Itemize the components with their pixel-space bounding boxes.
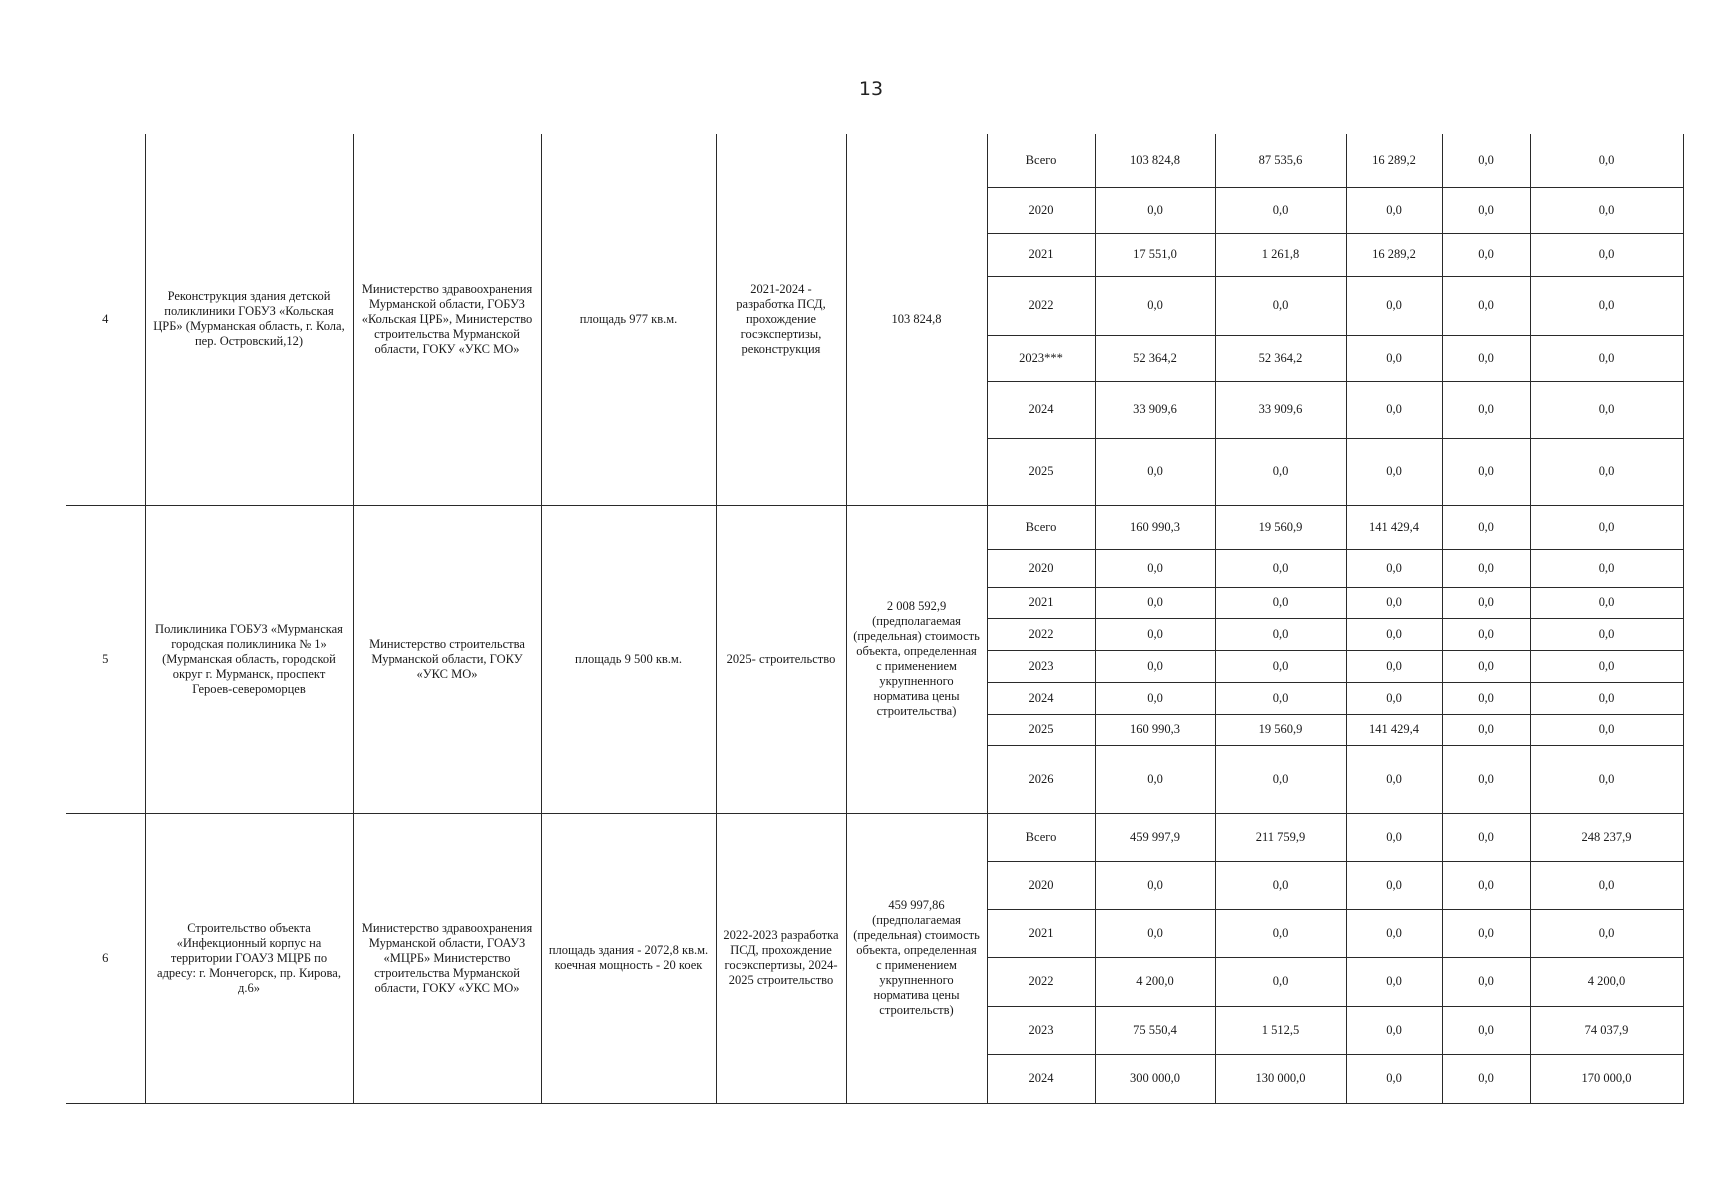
funding-source-3-cell: 0,0: [1442, 587, 1530, 618]
funding-source-4-cell: 74 037,9: [1530, 1006, 1683, 1054]
year-cell: Всего: [987, 505, 1095, 549]
object-number: 5: [66, 505, 145, 813]
year-cell: 2020: [987, 549, 1095, 587]
funding-source-2-cell: 0,0: [1346, 438, 1442, 505]
funding-source-2-cell: 16 289,2: [1346, 233, 1442, 276]
total-amount-cell: 52 364,2: [1095, 335, 1215, 381]
funding-source-3-cell: 0,0: [1442, 1006, 1530, 1054]
year-cell: Всего: [987, 813, 1095, 861]
funding-source-3-cell: 0,0: [1442, 335, 1530, 381]
funding-source-4-cell: 4 200,0: [1530, 957, 1683, 1006]
object-period: 2022-2023 разработка ПСД, прохождение госэкспертизы, 2024-2025 строительство: [716, 813, 846, 1103]
funding-source-4-cell: 0,0: [1530, 549, 1683, 587]
total-amount-cell: 459 997,9: [1095, 813, 1215, 861]
funding-source-4-cell: 0,0: [1530, 335, 1683, 381]
funding-source-3-cell: 0,0: [1442, 187, 1530, 233]
funding-source-2-cell: 0,0: [1346, 909, 1442, 957]
year-cell: 2021: [987, 233, 1095, 276]
table-row: [66, 134, 1683, 187]
funding-source-4-cell: 0,0: [1530, 587, 1683, 618]
funding-source-2-cell: 0,0: [1346, 587, 1442, 618]
funding-source-1-cell: 0,0: [1215, 587, 1346, 618]
funding-source-2-cell: 0,0: [1346, 276, 1442, 335]
funding-source-1-cell: 0,0: [1215, 618, 1346, 650]
funding-source-2-cell: 0,0: [1346, 1054, 1442, 1103]
year-cell: 2021: [987, 587, 1095, 618]
funding-source-4-cell: 0,0: [1530, 714, 1683, 745]
funding-source-2-cell: 0,0: [1346, 745, 1442, 813]
funding-source-2-cell: 0,0: [1346, 1006, 1442, 1054]
year-cell: 2022: [987, 618, 1095, 650]
funding-source-4-cell: 0,0: [1530, 745, 1683, 813]
year-cell: 2024: [987, 381, 1095, 438]
year-cell: 2024: [987, 682, 1095, 714]
object-period: 2025- строительство: [716, 505, 846, 813]
total-amount-cell: 0,0: [1095, 187, 1215, 233]
object-customer: Министерство строительства Мурманской области, ГОКУ «УКС МО»: [353, 505, 541, 813]
object-period: 2021-2024 - разработка ПСД, прохождение госэкспертизы, реконструкция: [716, 134, 846, 505]
funding-source-2-cell: 0,0: [1346, 549, 1442, 587]
funding-source-1-cell: 1 512,5: [1215, 1006, 1346, 1054]
total-amount-cell: 4 200,0: [1095, 957, 1215, 1006]
total-amount-cell: 160 990,3: [1095, 714, 1215, 745]
funding-source-2-cell: 16 289,2: [1346, 134, 1442, 187]
year-cell: 2022: [987, 957, 1095, 1006]
funding-source-3-cell: 0,0: [1442, 909, 1530, 957]
funding-source-3-cell: 0,0: [1442, 813, 1530, 861]
funding-source-4-cell: 0,0: [1530, 381, 1683, 438]
funding-source-4-cell: 0,0: [1530, 233, 1683, 276]
total-amount-cell: 103 824,8: [1095, 134, 1215, 187]
funding-source-1-cell: 0,0: [1215, 187, 1346, 233]
object-name: Поликлиника ГОБУЗ «Мурманская городская поликлиника № 1» (Мурманская область, городской округ г. Мурманск, проспект Героев-североморцев: [145, 505, 353, 813]
funding-source-1-cell: 0,0: [1215, 549, 1346, 587]
table-row: [66, 505, 1683, 549]
page-number: 13: [858, 78, 884, 100]
total-amount-cell: 160 990,3: [1095, 505, 1215, 549]
object-cost: 103 824,8: [846, 134, 987, 505]
funding-source-2-cell: 141 429,4: [1346, 714, 1442, 745]
funding-source-1-cell: 33 909,6: [1215, 381, 1346, 438]
funding-source-1-cell: 52 364,2: [1215, 335, 1346, 381]
funding-source-2-cell: 141 429,4: [1346, 505, 1442, 549]
funding-source-2-cell: 0,0: [1346, 618, 1442, 650]
funding-source-4-cell: 0,0: [1530, 682, 1683, 714]
funding-source-1-cell: 0,0: [1215, 438, 1346, 505]
year-cell: 2026: [987, 745, 1095, 813]
total-amount-cell: 0,0: [1095, 682, 1215, 714]
funding-source-1-cell: 0,0: [1215, 957, 1346, 1006]
funding-source-1-cell: 211 759,9: [1215, 813, 1346, 861]
year-cell: 2025: [987, 438, 1095, 505]
total-amount-cell: 0,0: [1095, 618, 1215, 650]
funding-source-3-cell: 0,0: [1442, 618, 1530, 650]
year-cell: Всего: [987, 134, 1095, 187]
funding-source-4-cell: 0,0: [1530, 650, 1683, 682]
funding-source-3-cell: 0,0: [1442, 745, 1530, 813]
funding-source-3-cell: 0,0: [1442, 861, 1530, 909]
funding-source-2-cell: 0,0: [1346, 381, 1442, 438]
year-cell: 2024: [987, 1054, 1095, 1103]
total-amount-cell: 0,0: [1095, 861, 1215, 909]
funding-source-1-cell: 1 261,8: [1215, 233, 1346, 276]
funding-source-4-cell: 170 000,0: [1530, 1054, 1683, 1103]
total-amount-cell: 0,0: [1095, 276, 1215, 335]
object-number: 6: [66, 813, 145, 1103]
year-cell: 2021: [987, 909, 1095, 957]
total-amount-cell: 300 000,0: [1095, 1054, 1215, 1103]
funding-source-4-cell: 0,0: [1530, 861, 1683, 909]
funding-source-1-cell: 0,0: [1215, 682, 1346, 714]
funding-source-2-cell: 0,0: [1346, 861, 1442, 909]
funding-source-2-cell: 0,0: [1346, 335, 1442, 381]
object-customer: Министерство здравоохранения Мурманской области, ГОБУЗ «Кольская ЦРБ», Министерство строительства Мурманской области, ГОКУ «УКС МО»: [353, 134, 541, 505]
funding-source-4-cell: 0,0: [1530, 909, 1683, 957]
funding-source-3-cell: 0,0: [1442, 134, 1530, 187]
object-customer: Министерство здравоохранения Мурманской области, ГОАУЗ «МЦРБ» Министерство строительства Мурманской области, ГОКУ «УКС МО»: [353, 813, 541, 1103]
total-amount-cell: 17 551,0: [1095, 233, 1215, 276]
funding-source-1-cell: 0,0: [1215, 650, 1346, 682]
investment-objects-table: [66, 134, 1684, 1104]
year-cell: 2023***: [987, 335, 1095, 381]
object-capacity: площадь 9 500 кв.м.: [541, 505, 716, 813]
funding-source-3-cell: 0,0: [1442, 276, 1530, 335]
funding-source-1-cell: 19 560,9: [1215, 714, 1346, 745]
year-cell: 2025: [987, 714, 1095, 745]
funding-source-1-cell: 0,0: [1215, 276, 1346, 335]
funding-source-3-cell: 0,0: [1442, 505, 1530, 549]
funding-source-1-cell: 87 535,6: [1215, 134, 1346, 187]
funding-source-3-cell: 0,0: [1442, 682, 1530, 714]
object-cost: 2 008 592,9 (предполагаемая (предельная) стоимость объекта, определенная с применением укрупненного норматива цены строительства): [846, 505, 987, 813]
year-cell: 2020: [987, 187, 1095, 233]
object-capacity: площадь здания - 2072,8 кв.м. коечная мощность - 20 коек: [541, 813, 716, 1103]
funding-source-3-cell: 0,0: [1442, 1054, 1530, 1103]
total-amount-cell: 0,0: [1095, 909, 1215, 957]
funding-source-2-cell: 0,0: [1346, 813, 1442, 861]
year-cell: 2022: [987, 276, 1095, 335]
funding-source-3-cell: 0,0: [1442, 957, 1530, 1006]
funding-source-2-cell: 0,0: [1346, 187, 1442, 233]
total-amount-cell: 0,0: [1095, 438, 1215, 505]
funding-source-2-cell: 0,0: [1346, 957, 1442, 1006]
object-cost: 459 997,86 (предполагаемая (предельная) стоимость объекта, определенная с применением укрупненного норматива цены строительств): [846, 813, 987, 1103]
funding-source-3-cell: 0,0: [1442, 650, 1530, 682]
funding-source-1-cell: 0,0: [1215, 861, 1346, 909]
funding-source-1-cell: 0,0: [1215, 745, 1346, 813]
funding-source-3-cell: 0,0: [1442, 438, 1530, 505]
total-amount-cell: 0,0: [1095, 549, 1215, 587]
funding-source-4-cell: 0,0: [1530, 134, 1683, 187]
funding-source-1-cell: 130 000,0: [1215, 1054, 1346, 1103]
funding-source-2-cell: 0,0: [1346, 650, 1442, 682]
total-amount-cell: 0,0: [1095, 745, 1215, 813]
funding-source-4-cell: 248 237,9: [1530, 813, 1683, 861]
funding-source-1-cell: 19 560,9: [1215, 505, 1346, 549]
funding-source-3-cell: 0,0: [1442, 714, 1530, 745]
funding-source-4-cell: 0,0: [1530, 187, 1683, 233]
funding-source-4-cell: 0,0: [1530, 505, 1683, 549]
object-number: 4: [66, 134, 145, 505]
year-cell: 2020: [987, 861, 1095, 909]
funding-source-4-cell: 0,0: [1530, 618, 1683, 650]
funding-source-3-cell: 0,0: [1442, 549, 1530, 587]
total-amount-cell: 33 909,6: [1095, 381, 1215, 438]
funding-source-4-cell: 0,0: [1530, 276, 1683, 335]
funding-source-2-cell: 0,0: [1346, 682, 1442, 714]
funding-source-1-cell: 0,0: [1215, 909, 1346, 957]
object-capacity: площадь 977 кв.м.: [541, 134, 716, 505]
year-cell: 2023: [987, 650, 1095, 682]
total-amount-cell: 75 550,4: [1095, 1006, 1215, 1054]
funding-source-3-cell: 0,0: [1442, 233, 1530, 276]
total-amount-cell: 0,0: [1095, 587, 1215, 618]
object-name: Реконструкция здания детской поликлиники ГОБУЗ «Кольская ЦРБ» (Мурманская область, г. Кола, пер. Островский,12): [145, 134, 353, 505]
total-amount-cell: 0,0: [1095, 650, 1215, 682]
object-name: Строительство объекта «Инфекционный корпус на территории ГОАУЗ МЦРБ по адресу: г. Мончегорск, пр. Кирова, д.6»: [145, 813, 353, 1103]
year-cell: 2023: [987, 1006, 1095, 1054]
table-row: [66, 813, 1683, 861]
funding-source-4-cell: 0,0: [1530, 438, 1683, 505]
funding-source-3-cell: 0,0: [1442, 381, 1530, 438]
